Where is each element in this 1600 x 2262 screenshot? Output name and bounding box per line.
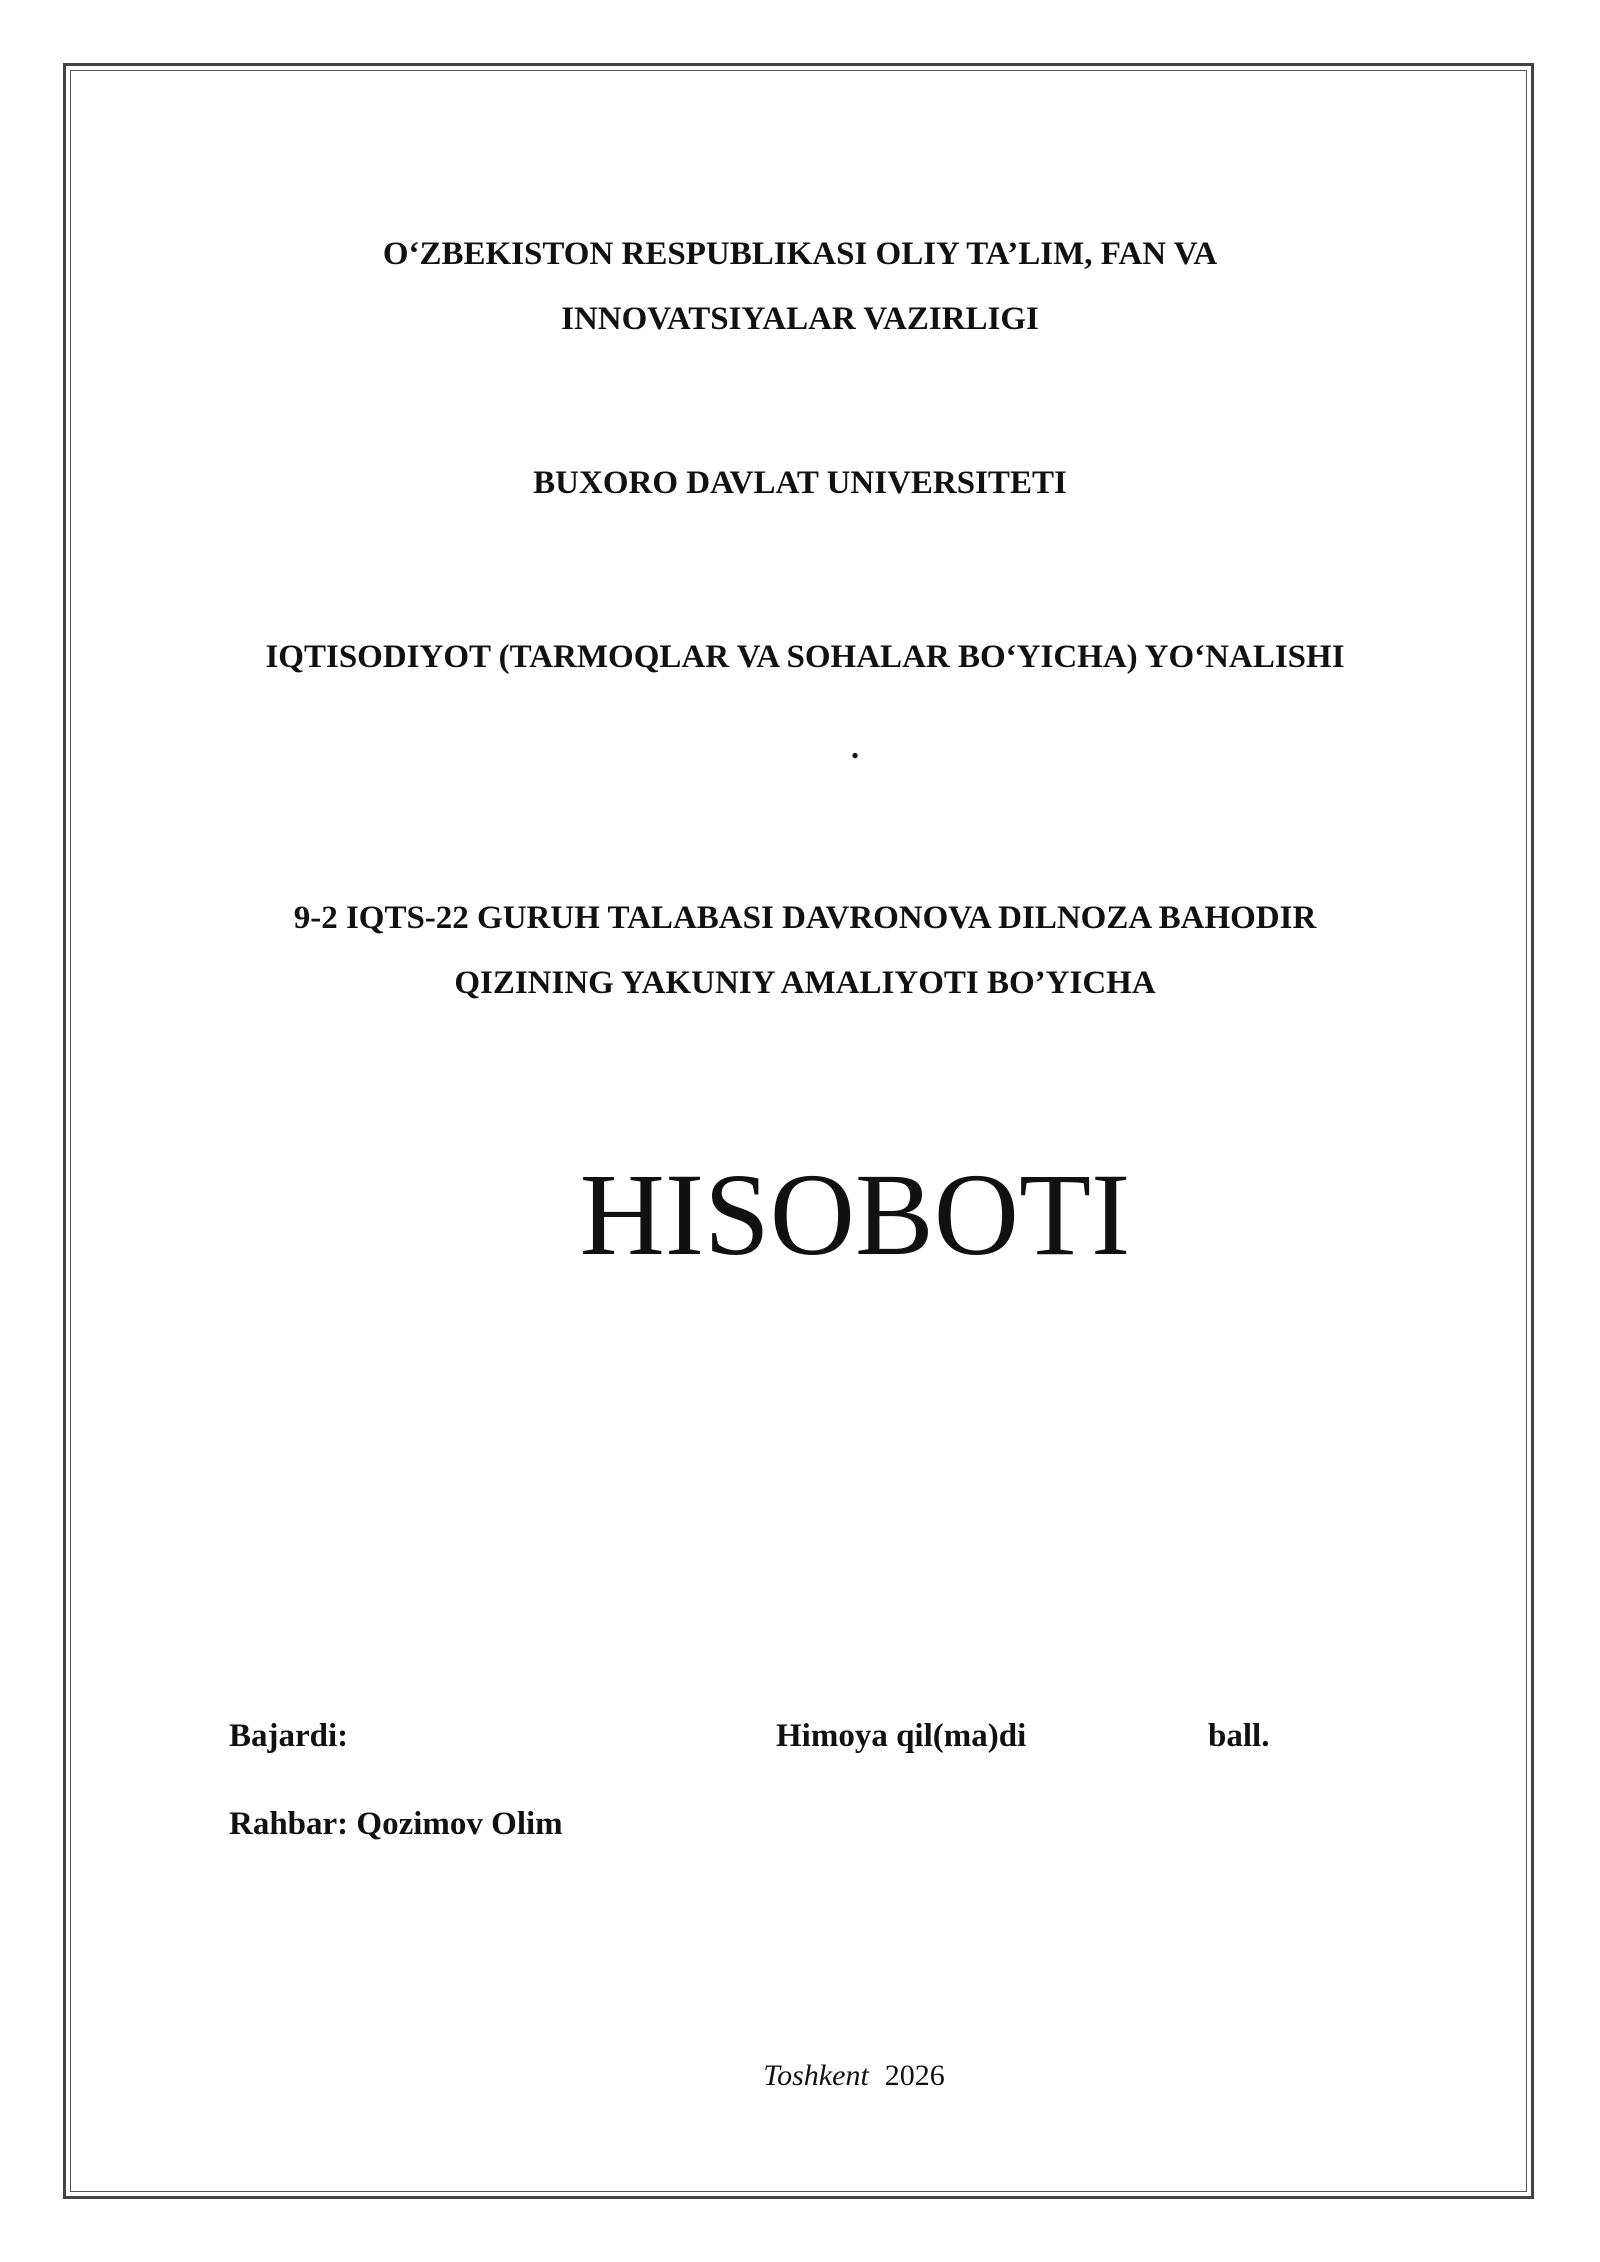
- student-line-2: QIZINING YAKUNIY AMALIYOTI BO’YICHA: [454, 965, 1156, 1001]
- score-label: ball.: [1208, 1718, 1270, 1754]
- university-name: BUXORO DAVLAT UNIVERSITETI: [533, 465, 1067, 501]
- supervisor-label: Rahbar: Qozimov Olim: [229, 1806, 563, 1842]
- document-title: HISOBOTI: [579, 1149, 1131, 1280]
- footer-place-year: [0, 2058, 1600, 2094]
- defense-label: Himoya qil(ma)di: [776, 1718, 1027, 1754]
- page-border-inner: [70, 70, 1527, 2192]
- student-line-1: 9-2 IQTS-22 GURUH TALABASI DAVRONOVA DILNOZA BAHODIR: [293, 900, 1317, 936]
- direction-line-2: .: [850, 730, 860, 766]
- ministry-line-2: INNOVATSIYALAR VAZIRLIGI: [561, 301, 1039, 337]
- completed-label: Bajardi:: [229, 1718, 349, 1754]
- direction-line-1: IQTISODIYOT (TARMOQLAR VA SOHALAR BO‘YICHA) YO‘NALISHI: [265, 639, 1345, 675]
- footer-city: Toshkent: [763, 2059, 869, 2092]
- ministry-line-1: O‘ZBEKISTON RESPUBLIKASI OLIY TA’LIM, FAN VA: [382, 236, 1218, 272]
- footer-year: 2026: [884, 2059, 945, 2092]
